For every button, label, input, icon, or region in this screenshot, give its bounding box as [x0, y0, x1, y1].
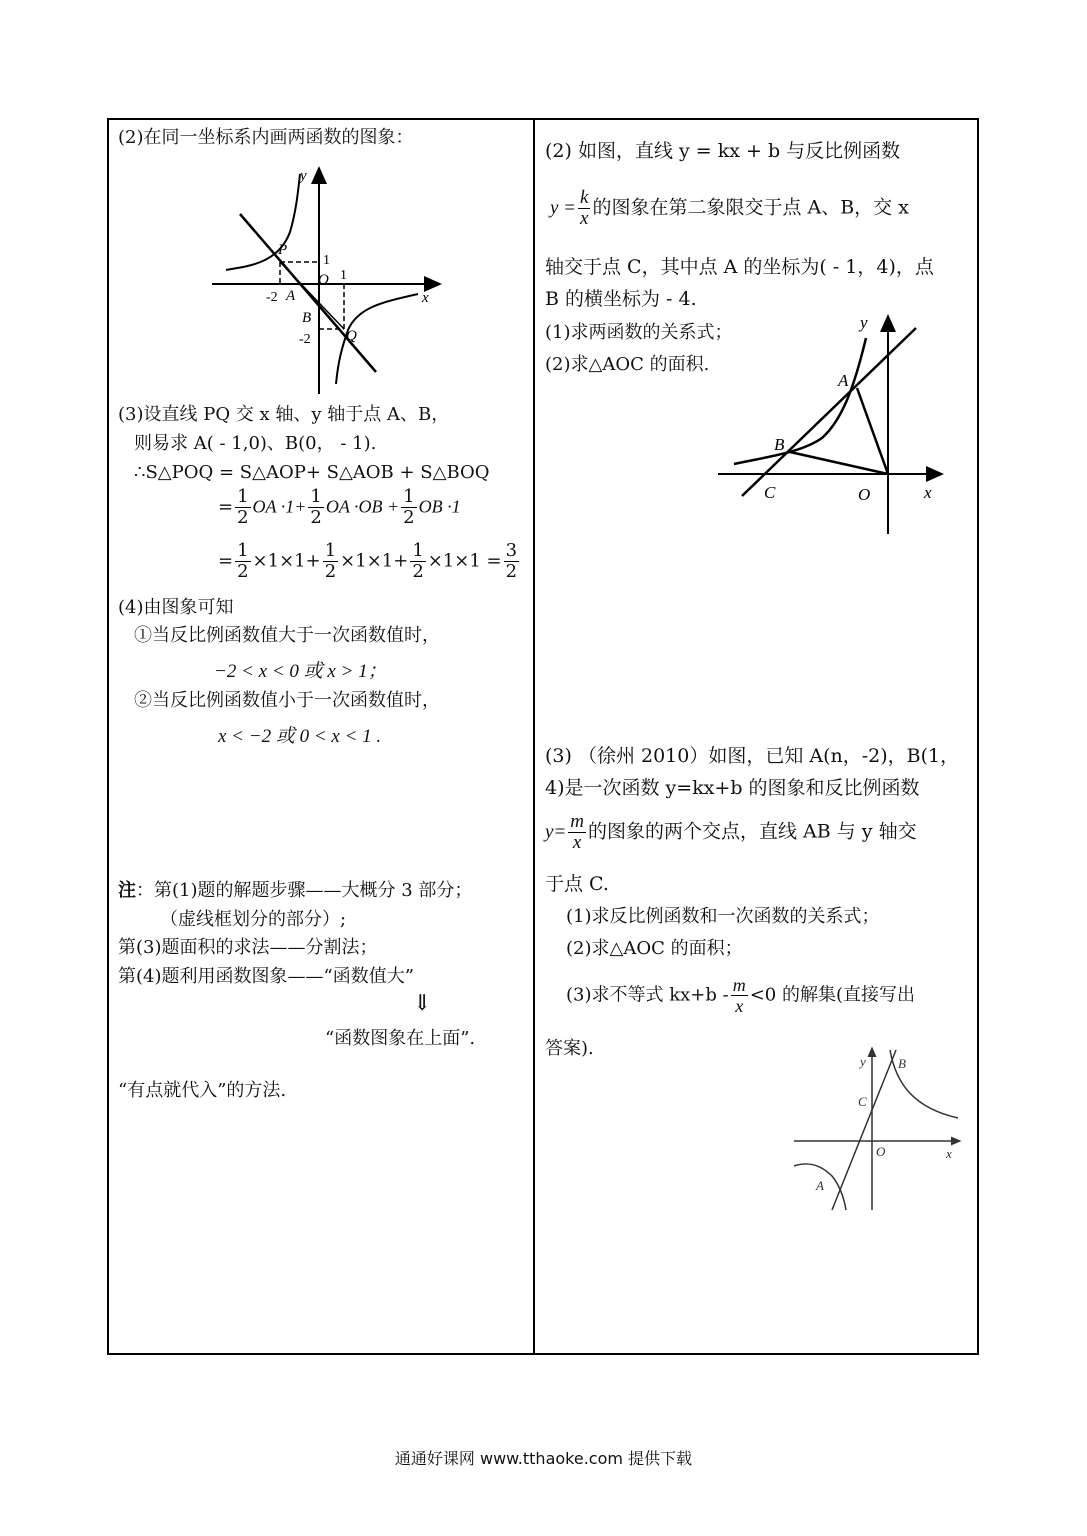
graph1-P-label: P: [278, 242, 288, 258]
column-divider: [533, 120, 535, 1353]
graph1-y-label: y: [300, 168, 307, 184]
graph2-B-label: B: [774, 435, 785, 454]
right-q2-line1: (2) 如图，直线 y = kx + b 与反比例函数: [545, 140, 901, 162]
right-q3-sub3: (3)求不等式 kx+b - $\frac{m}{x}$ <0 的解集(直接写出: [566, 975, 915, 1016]
graph3-y-label: y: [860, 1054, 866, 1069]
graph-reciprocal-and-line: [208, 162, 448, 397]
graph2-y-label: y: [860, 313, 868, 332]
left-part2-heading: (2)在同一坐标系内画两函数的图象：: [118, 127, 414, 148]
graph3-C-label: C: [858, 1094, 867, 1109]
graph1-Q-label: Q: [346, 328, 357, 344]
graph1-B-label: B: [302, 310, 312, 326]
right-q3-sub2: (2)求△AOC 的面积；: [566, 938, 743, 959]
graph3-O-label: O: [876, 1144, 886, 1159]
left-note-line1: 注：第(1)题的解题步骤——大概分 3 部分；: [118, 880, 473, 901]
graph3-B-label: B: [898, 1056, 906, 1071]
left-note-line4: 第(4)题利用函数图象——“函数值大”: [118, 966, 414, 987]
graph1-tick-neg2y: -2: [299, 332, 311, 347]
left-area-formula-2: = $\frac{1}{2}$ ×1×1+ $\frac{1}{2}$ ×1×1+ $\frac{1}{2}$ ×1×1 = $\frac{3}{2}$: [218, 540, 518, 582]
graph2-O-label: O: [858, 485, 871, 504]
left-area-formula-1: = $\frac{1}{2}$ OA ·1+ $\frac{1}{2}$ OA ·OB + $\frac{1}{2}$ OB ·1: [218, 486, 461, 528]
right-q3-sub1: (1)求反比例函数和一次函数的关系式；: [566, 906, 880, 927]
right-q2-sub2: (2)求△AOC 的面积.: [545, 354, 710, 375]
graph2-x-label: x: [924, 483, 932, 502]
graph1-A-label: A: [286, 288, 296, 304]
right-q2-sub1: (1)求两函数的关系式；: [545, 322, 733, 343]
left-part3-line1: (3)设直线 PQ 交 x 轴、y 轴于点 A、B，: [118, 404, 450, 425]
graph2-A-label: A: [838, 371, 849, 390]
graph3-A-label: A: [816, 1178, 824, 1193]
right-q3-line3: y= $\frac{m}{x}$ 的图象的两个交点，直线 AB 与 y 轴交: [545, 811, 917, 853]
left-note-line6: “有点就代入”的方法.: [118, 1080, 287, 1101]
down-arrow-icon: ⇓: [413, 991, 432, 1016]
right-q3-sub3-tail: 答案).: [545, 1038, 594, 1059]
graph-hyperbola-two-branches: [792, 1044, 964, 1214]
right-q2-line4: B 的横坐标为 - 4.: [545, 288, 697, 310]
left-part4-solution1: −2 < x < 0 或 x > 1；: [214, 661, 387, 682]
right-q2-line3: 轴交于点 C，其中点 A 的坐标为( - 1，4)，点: [545, 256, 934, 278]
graph1-O-label: O: [318, 272, 329, 288]
left-part4-heading: (4)由图象可知: [118, 597, 234, 618]
right-q2-line2: y = $\frac{k}{x}$ 的图象在第二象限交于点 A、B，交 x: [550, 187, 909, 229]
left-note-line5: “函数图象在上面”.: [325, 1028, 476, 1049]
graph1-tick-1x: 1: [340, 268, 347, 283]
left-part4-item1: ①当反比例函数值大于一次函数值时，: [134, 625, 440, 646]
right-q3-line4: 于点 C.: [545, 873, 609, 895]
graph-line-and-hyperbola: [712, 310, 952, 538]
left-note-line3: 第(3)题面积的求法——分割法；: [118, 937, 378, 958]
right-q3-line1: (3) （徐州 2010）如图，已知 A(n，-2)，B(1，: [545, 745, 960, 767]
graph3-x-label: x: [946, 1146, 952, 1161]
left-area-decomposition: ∴S△POQ = S△AOP+ S△AOB + S△BOQ: [134, 462, 490, 483]
graph1-tick-neg2x: -2: [266, 290, 278, 305]
right-q3-line2: 4)是一次函数 y=kx+b 的图象和反比例函数: [545, 777, 920, 799]
graph1-tick-1y: 1: [323, 253, 330, 268]
left-part3-line2: 则易求 A( - 1,0)、B(0， - 1).: [134, 433, 377, 454]
left-part4-solution2: x < −2 或 0 < x < 1 .: [218, 726, 382, 747]
footer-source: 通通好课网 www.tthaoke.com 提供下载: [394, 1449, 693, 1468]
graph2-C-label: C: [764, 483, 776, 502]
left-part4-item2: ②当反比例函数值小于一次函数值时，: [134, 690, 440, 711]
left-note-line2: （虚线框划分的部分）;: [160, 909, 347, 930]
graph1-x-label: x: [422, 290, 429, 306]
